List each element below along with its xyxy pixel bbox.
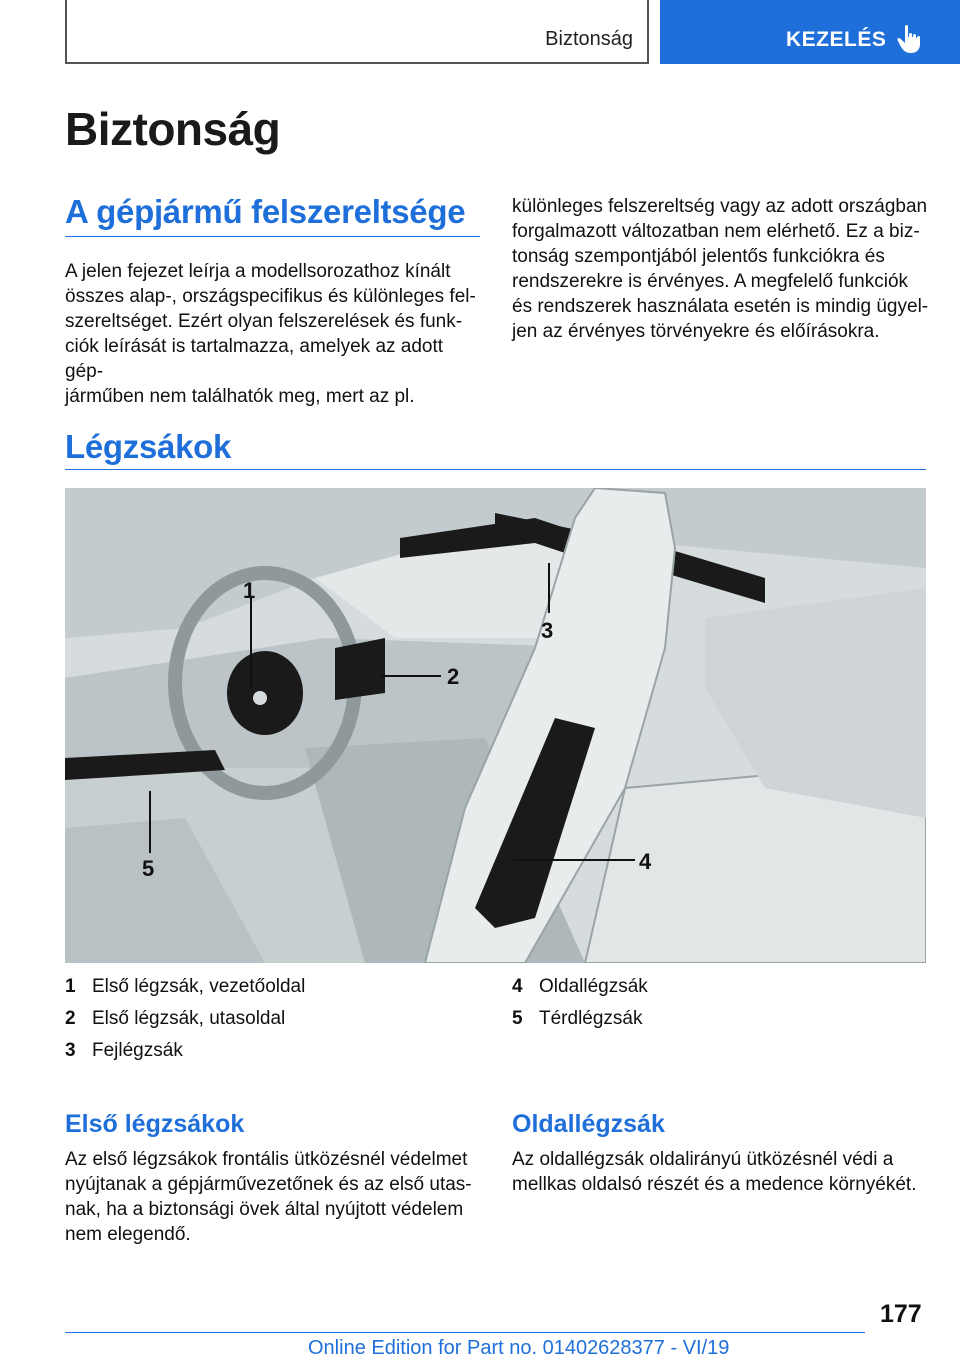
legend-number: 3 <box>65 1040 76 1061</box>
text-line: Az oldallégzsák oldalirányú ütközésnél védi a <box>512 1149 894 1170</box>
airbag-passenger-mark <box>335 638 385 700</box>
text-line: szereltséget. Ezért olyan felszerelések és funk- <box>65 311 463 332</box>
text-line: A jelen fejezet leírja a modellsorozathoz kínált <box>65 261 451 282</box>
subheading-side-airbag: Oldallégzsák <box>512 1110 665 1138</box>
text-line: összes alap-, országspecifikus és különleges fel- <box>65 286 476 307</box>
legend-left <box>65 971 305 1067</box>
page-title: Biztonság <box>65 103 281 155</box>
airbag-illustration <box>65 488 926 963</box>
text-line: járműben nem találhatók meg, mert az pl. <box>65 386 415 407</box>
legend-item <box>65 1035 305 1067</box>
footer-edition[interactable]: Online Edition for Part no. 01402628377 - VI/19 <box>308 1337 730 1359</box>
legend-number: 1 <box>65 976 76 997</box>
pointing-hand-icon <box>896 24 922 54</box>
legend-text: Első légzsák, vezetőoldal <box>92 976 306 997</box>
text-line: nem elegendő. <box>65 1224 191 1245</box>
header-section-label: Biztonság <box>545 28 633 50</box>
text-line: nak, ha a biztonsági övek által nyújtott védelem <box>65 1199 464 1220</box>
text-line: tonság szempontjából jelentős funkciókra és <box>512 246 885 267</box>
text-line: rendszerekre is érvényes. A megfelelő funkciók <box>512 271 909 292</box>
intro-paragraph-left <box>65 259 485 409</box>
section-rule <box>65 236 480 237</box>
text-line: Az első légzsákok frontális ütközésnél védelmet <box>65 1149 468 1170</box>
steering-logo <box>253 691 267 705</box>
text-line: jen az érvényes törvényekre és előírásokra. <box>512 321 880 342</box>
page-number: 177 <box>880 1300 922 1328</box>
callout-4: 4 <box>639 849 652 874</box>
text-line: nyújtanak a gépjárművezetőnek és az első utas- <box>65 1174 472 1195</box>
intro-paragraph-right <box>512 194 932 344</box>
legend-item <box>512 1003 648 1035</box>
legend-text: Fejlégzsák <box>92 1040 183 1061</box>
legend-number: 4 <box>512 976 523 997</box>
legend-text: Első légzsák, utasoldal <box>92 1008 286 1029</box>
header-chapter-tab[interactable] <box>660 0 960 64</box>
text-line: forgalmazott változatban nem elérhető. Ez a biz- <box>512 221 920 242</box>
text-line: különleges felszereltség vagy az adott országban <box>512 196 928 217</box>
legend-item <box>65 1003 305 1035</box>
legend-text: Oldallégzsák <box>539 976 648 997</box>
legend-item <box>512 971 648 1003</box>
legend-text: Térdlégzsák <box>539 1008 643 1029</box>
section-heading-airbags: Légzsákok <box>65 428 232 465</box>
legend-number: 5 <box>512 1008 523 1029</box>
side-airbag-paragraph <box>512 1147 932 1197</box>
section-rule <box>65 469 926 470</box>
legend-item <box>65 971 305 1003</box>
header-chapter-label: KEZELÉS <box>786 28 887 51</box>
callout-3: 3 <box>541 618 554 643</box>
text-line: és rendszerek használata esetén is mindig ügyel- <box>512 296 929 317</box>
legend-right <box>512 971 648 1035</box>
callout-2: 2 <box>447 664 460 689</box>
header-section-box <box>65 0 649 64</box>
section-heading-vehicle-equipment: A gépjármű felszereltsége <box>65 193 466 230</box>
legend-number: 2 <box>65 1008 76 1029</box>
text-line: mellkas oldalsó részét és a medence környékét. <box>512 1174 917 1195</box>
text-line: ciók leírását is tartalmazza, amelyek az adott gép- <box>65 336 444 382</box>
callout-5: 5 <box>142 856 155 881</box>
airbag-driver-mark <box>227 651 303 735</box>
subheading-front-airbags: Első légzsákok <box>65 1110 245 1138</box>
front-airbags-paragraph <box>65 1147 485 1247</box>
footer-rule <box>65 1332 865 1333</box>
callout-1: 1 <box>243 578 256 603</box>
